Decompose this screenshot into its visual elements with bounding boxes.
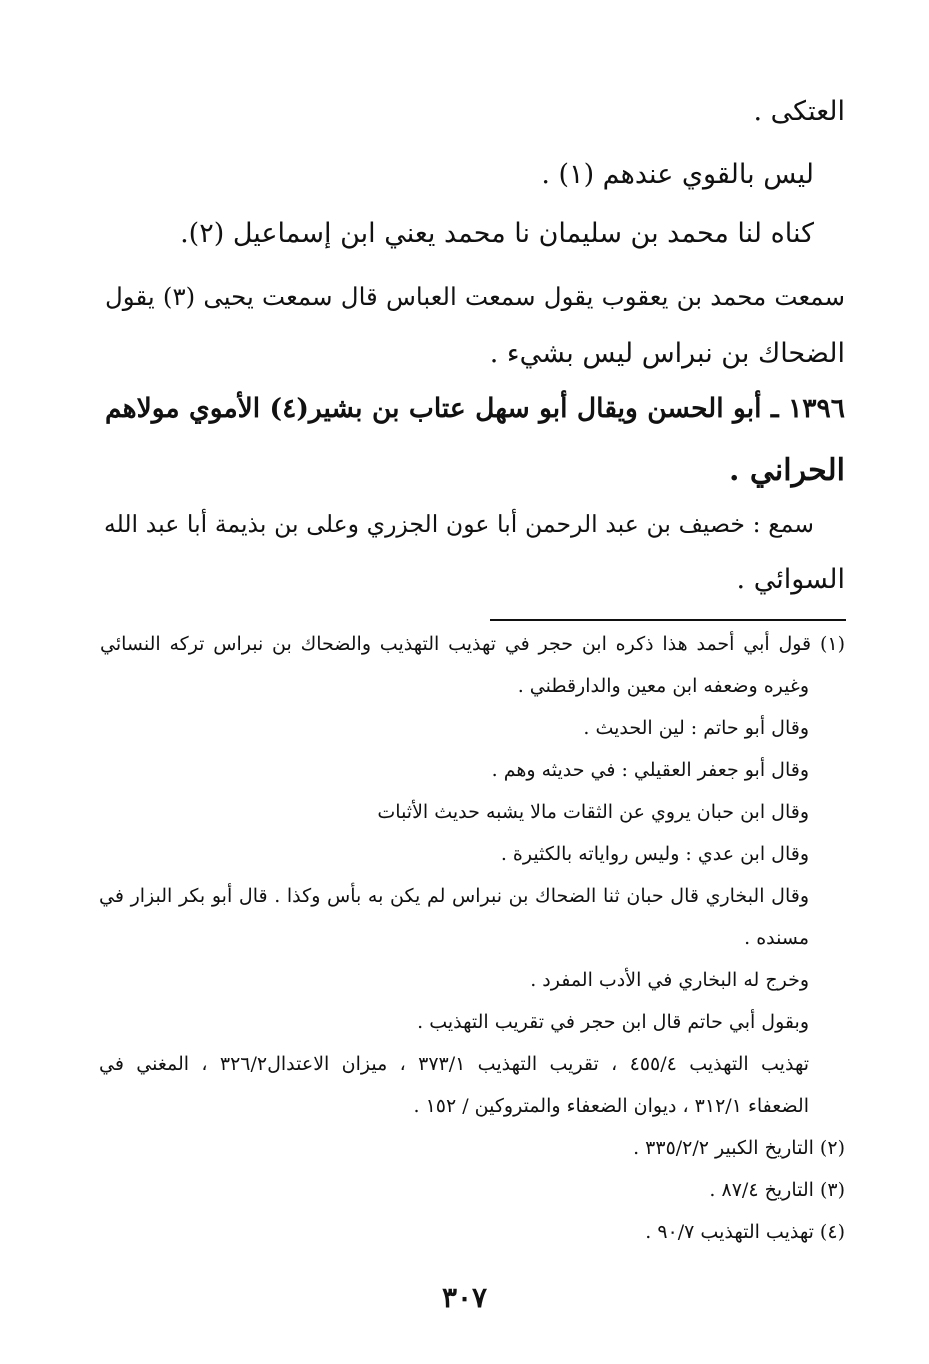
footnote-line-3: وقال أبو حاتم : لين الحديث .	[583, 717, 809, 739]
footnote-line-4: وقال أبو جعفر العقيلي : في حديثه وهم .	[491, 759, 809, 781]
body-line-1: العتكى .	[753, 96, 845, 127]
footnote-line-7: وقال البخاري قال حبان ثنا الضحاك بن نبراس لم يكن به بأس وكذا . قال أبو بكر البزار في	[99, 885, 809, 907]
body-line-4: سمعت محمد بن يعقوب يقول سمعت العباس قال سمعت يحيى (٣) يقول	[105, 282, 845, 311]
footnote-line-8: مسنده .	[744, 927, 809, 949]
footnote-line-6: وقال ابن عدي : وليس رواياته بالكثيرة .	[500, 843, 809, 865]
body-line-3: كناه لنا محمد بن سليمان نا محمد يعني ابن إسماعيل (٢).	[180, 218, 814, 249]
footnote-line-13: (٢) التاريخ الكبير ٣٣٥/٢/٢ .	[633, 1137, 845, 1159]
entry-line-2: السوائي .	[736, 564, 845, 595]
footnote-line-9: وخرج له البخاري في الأدب المفرد .	[530, 969, 809, 991]
footnote-line-15: (٤) تهذيب التهذيب ٩٠/٧ .	[645, 1221, 845, 1243]
footnote-line-1: (١) قول أبي أحمد هذا ذكره ابن حجر في تهذيب التهذيب والضحاك بن نبراس تركه النسائي	[100, 633, 845, 655]
entry-heading-line-1: ١٣٩٦ ـ أبو الحسن ويقال أبو سهل عتاب بن بشير(٤) الأموي مولاهم	[105, 393, 846, 424]
body-line-5: الضحاك بن نبراس ليس بشيء .	[489, 338, 845, 369]
footnote-line-12: الضعفاء ٣١٢/١ ، ديوان الضعفاء والمتروكين / ١٥٢ .	[413, 1095, 809, 1117]
body-line-2: ليس بالقوي عندهم (١) .	[541, 159, 814, 190]
footnote-line-10: وبقول أبي حاتم قال ابن حجر في تقريب التهذيب .	[417, 1011, 809, 1033]
footnote-separator	[490, 619, 846, 621]
footnote-line-14: (٣) التاريخ ٨٧/٤ .	[709, 1179, 845, 1201]
entry-heading-line-2: الحراني .	[729, 453, 845, 488]
footnote-line-11: تهذيب التهذيب ٤٥٥/٤ ، تقريب التهذيب ٣٧٣/١ ، ميزان الاعتدال٣٢٦/٢ ، المغني في	[99, 1053, 809, 1075]
page-number: ٣٠٧	[441, 1281, 488, 1314]
footnote-line-5: وقال ابن حبان يروي عن الثقات مالا يشبه حديث الأثبات	[377, 801, 809, 823]
footnote-line-2: وغيره وضعفه ابن معين والدارقطني .	[517, 675, 809, 697]
entry-line-1: سمع : خصيف بن عبد الرحمن أبا عون الجزري وعلى بن بذيمة أبا عبد الله	[104, 510, 814, 538]
